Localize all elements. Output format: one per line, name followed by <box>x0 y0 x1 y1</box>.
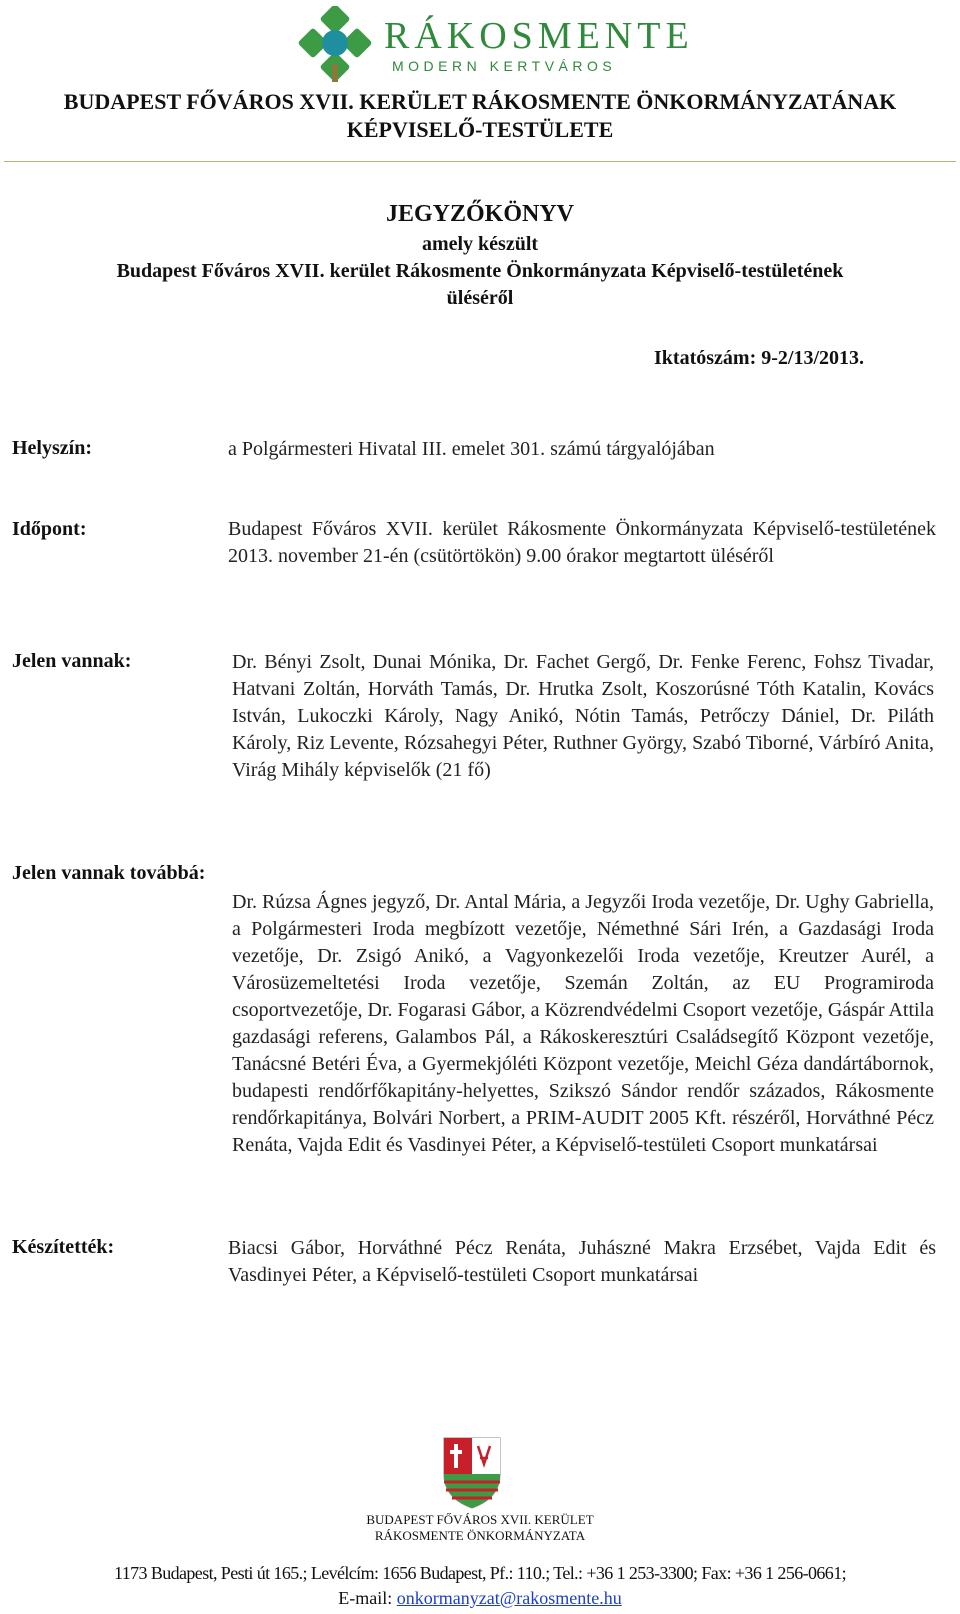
place-value: a Polgármesteri Hivatal III. emelet 301. számú tárgyalójában <box>228 438 715 460</box>
subtitle-line-2: Budapest Főváros XVII. kerület Rákosmente Önkormányzata Képviselő-testületének <box>116 260 844 282</box>
place-label: Helyszín: <box>12 437 92 459</box>
present-label: Jelen vannak: <box>12 650 132 672</box>
header-divider <box>4 161 956 162</box>
document-subtitle <box>0 231 960 312</box>
time-value: Budapest Főváros XVII. kerület Rákosmente Önkormányzata Képviselő-testületének 2013. november 21-én (csütörtökön) 9.00 órakor megtartott üléséről <box>228 518 936 567</box>
footer-email-line <box>0 1588 960 1609</box>
subtitle-line-3: üléséről <box>446 287 514 309</box>
footer-org-line-2: RÁKOSMENTE ÖNKORMÁNYZATA <box>374 1528 586 1543</box>
footer-address: 1173 Budapest, Pesti út 165.; Levélcím: 1656 Budapest, Pf.: 110.; Tel.: +36 1 253-3300; Fax: +36 1 256-0661; <box>113 1563 847 1583</box>
time-label: Időpont: <box>12 518 87 540</box>
footer-email-link[interactable]: onkormanyzat@rakosmente.hu <box>396 1588 622 1608</box>
subtitle-line-1: amely készült <box>421 233 539 255</box>
registration-number: Iktatószám: 9-2/13/2013. <box>654 347 864 369</box>
logo-tagline: MODERN KERTVÁROS <box>392 58 617 74</box>
document-title: JEGYZŐKÖNYV <box>385 201 574 227</box>
prepared-value: Biacsi Gábor, Horváthné Pécz Renáta, Juhászné Makra Erzsébet, Vajda Edit és Vasdinyei Péter, a Képviselő-testületi Csoport munkatársai <box>228 1237 936 1286</box>
present-value: Dr. Bényi Zsolt, Dunai Mónika, Dr. Fachet Gergő, Dr. Fenke Ferenc, Fohsz Tivadar, Hatvani Zoltán, Horváth Tamás, Dr. Hrutka Zsolt, Koszorúsné Tóth Katalin, Kovács István, Lukoczki Károly, Nagy Anikó, Nótin Tamás, Petrőczy Dániel, Dr. Piláth Károly, Riz Levente, Rózsahegyi Péter, Ruthner György, Szabó Tiborné, Várbíró Anita, Virág Mihály képviselők (21 fő) <box>232 651 934 781</box>
rakosmente-logo <box>296 6 694 84</box>
also-present-label: Jelen vannak továbbá: <box>12 862 206 884</box>
logo-name: RÁKOSMENTE <box>384 15 694 57</box>
coat-of-arms-icon <box>440 1434 504 1510</box>
clover-logo-icon <box>296 6 376 84</box>
footer-email-label: E-mail: <box>338 1588 393 1608</box>
also-present-value: Dr. Rúzsa Ágnes jegyző, Dr. Antal Mária, a Jegyzői Iroda vezetője, Dr. Ughy Gabriella, a Polgármesteri Iroda megbízott vezetője, Némethné Sári Irén, a Gazdasági Iroda vezetője, Dr. Zsigó Anikó, a Vagyonkezelői Iroda vezetője, Kreutzer Aurél, a Városüzemeltetési Iroda vezetője, Szemán Zoltán, az EU Programiroda csoportvezetője, Dr. Fogarasi Gábor, a Közrendvédelmi Csoport vezetője, Gáspár Attila gazdasági referens, Galambos Pál, a Rákoskeresztúri Családsegítő Központ vezetője, Tanácsné Betéri Éva, a Gyermekjóléti Központ vezetője, Meichl Géza dandártábornok, budapesti rendőrfőkapitány-helyettes, Szikszó Sándor rendőr százados, Rákosmente rendőrkapitánya, Bolvári Norbert, a PRIM-AUDIT 2005 Kft. részéről, Horváthné Pécz Renáta, Vajda Edit és Vasdinyei Péter, a Képviselő-testületi Csoport munkatársai <box>232 891 935 1156</box>
council-title-line-2: KÉPVISELŐ-TESTÜLETE <box>346 117 614 142</box>
footer-organization <box>0 1512 960 1544</box>
prepared-label: Készítették: <box>12 1236 115 1258</box>
footer-org-line-1: BUDAPEST FŐVÁROS XVII. KERÜLET <box>366 1512 594 1527</box>
council-title-line-1: BUDAPEST FŐVÁROS XVII. KERÜLET RÁKOSMENTE ÖNKORMÁNYZATÁNAK <box>63 89 897 114</box>
council-title <box>0 88 960 144</box>
